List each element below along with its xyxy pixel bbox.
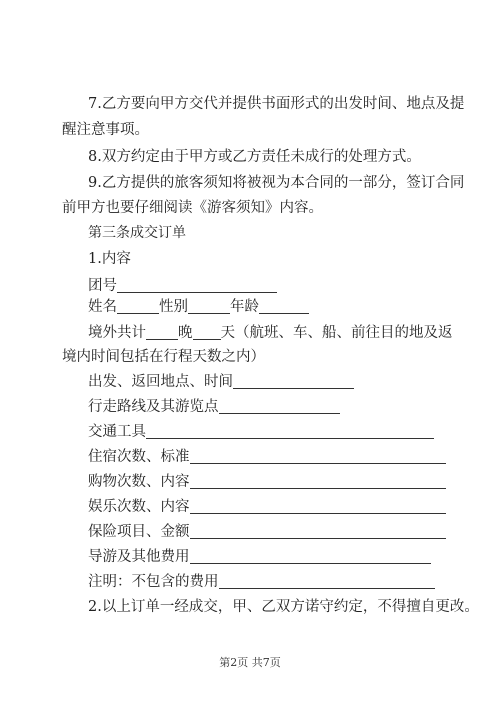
- shopping-label: 购物次数、内容: [88, 474, 190, 490]
- transport-label: 交通工具: [88, 424, 146, 440]
- paragraph-7-line-2: 醒注意事项。: [62, 122, 149, 138]
- excluded-costs-label: 注明：不包含的费用: [88, 574, 219, 590]
- route-label: 行走路线及其游览点: [88, 399, 219, 415]
- days-prefix-label: 境外共计: [88, 325, 146, 341]
- lodging-blank: [190, 449, 446, 464]
- departure-row: [88, 373, 354, 391]
- age-blank: [259, 299, 309, 314]
- transport-blank: [146, 424, 434, 439]
- section-3-heading: 第三条成交订单: [88, 225, 186, 241]
- content-heading: 1.内容: [88, 251, 131, 267]
- days-suffix-label: 天（航班、车、船、前往目的地及返: [220, 325, 453, 341]
- excluded-costs-row: [88, 573, 435, 591]
- name-blank: [117, 299, 159, 314]
- guide-fees-row: [88, 548, 431, 566]
- duration-row-line-2: 境内时间包括在行程天数之内）: [62, 349, 265, 365]
- paragraph-7-line-1: 7.乙方要向甲方交代并提供书面形式的出发时间、地点及提: [88, 96, 465, 112]
- days-count-blank: [193, 325, 221, 340]
- shopping-blank: [190, 474, 446, 489]
- paragraph-8: 8.双方约定由于甲方或乙方责任未成行的处理方式。: [88, 149, 421, 165]
- closing-clause: 2.以上订单一经成交，甲、乙双方诺守约定，不得擅自更改。: [88, 599, 479, 615]
- excluded-costs-blank: [219, 574, 435, 589]
- insurance-label: 保险项目、金额: [88, 524, 190, 540]
- nights-label: 晚: [178, 325, 193, 341]
- name-label: 姓名: [88, 299, 117, 315]
- entertainment-label: 娱乐次数、内容: [88, 499, 190, 515]
- transport-row: [88, 423, 434, 441]
- paragraph-9-line-2: 前甲方也要仔细阅读《游客须知》内容。: [62, 200, 323, 216]
- guide-fees-label: 导游及其他费用: [88, 549, 190, 565]
- personal-info-row: [88, 298, 309, 316]
- group-number-row: [88, 277, 277, 295]
- paragraph-9-line-1: 9.乙方提供的旅客须知将被视为本合同的一部分，签订合同: [88, 175, 465, 191]
- insurance-blank: [190, 524, 446, 539]
- nights-count-blank: [146, 325, 178, 340]
- shopping-row: [88, 473, 446, 491]
- group-number-label: 团号: [88, 278, 117, 294]
- route-row: [88, 398, 340, 416]
- gender-blank: [188, 299, 230, 314]
- entertainment-blank: [190, 499, 446, 514]
- group-number-blank: [117, 278, 277, 293]
- lodging-row: [88, 448, 446, 466]
- departure-blank: [233, 374, 354, 389]
- gender-label: 性别: [159, 299, 188, 315]
- lodging-label: 住宿次数、标准: [88, 449, 190, 465]
- age-label: 年龄: [230, 299, 259, 315]
- departure-label: 出发、返回地点、时间: [88, 374, 233, 390]
- guide-fees-blank: [190, 549, 431, 564]
- duration-row: [88, 324, 453, 342]
- page-footer: 第2页 共7页: [219, 656, 281, 669]
- route-blank: [219, 399, 340, 414]
- insurance-row: [88, 523, 446, 541]
- entertainment-row: [88, 498, 446, 516]
